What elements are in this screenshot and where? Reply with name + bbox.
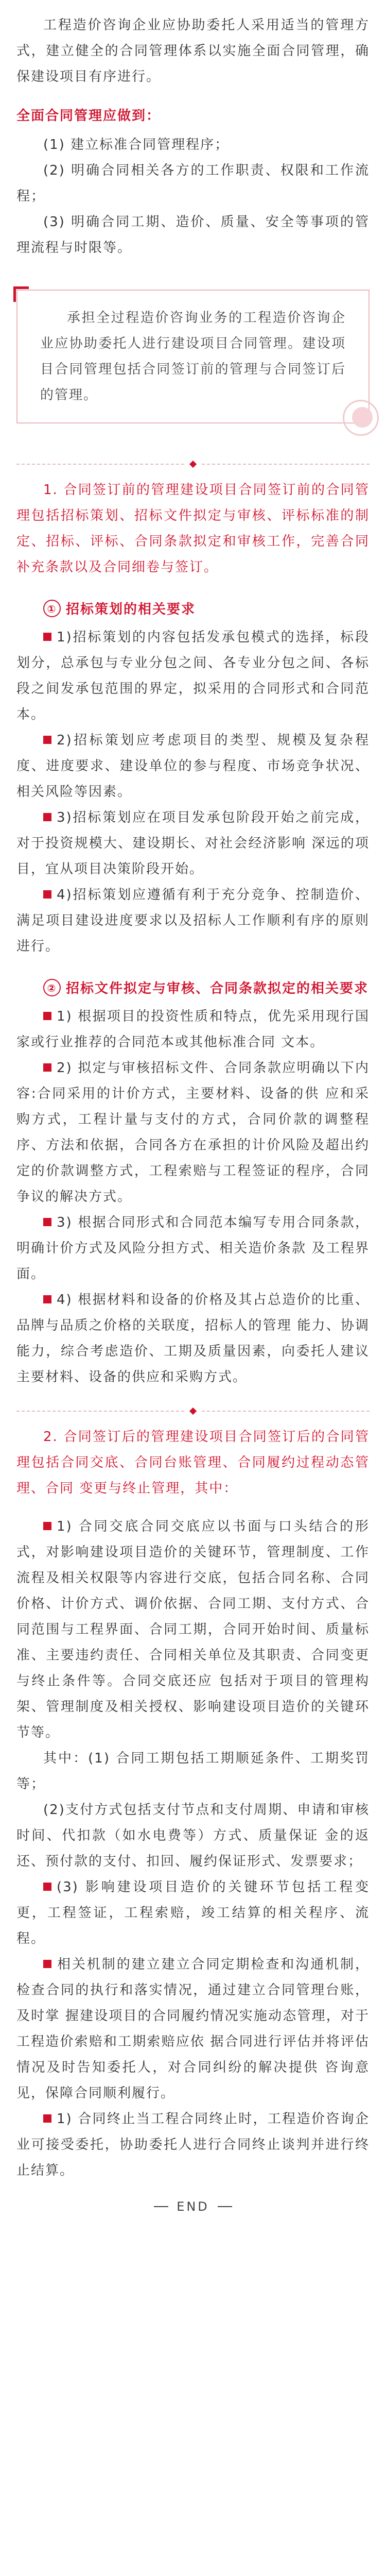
divider-line xyxy=(16,1411,184,1412)
diamond-icon xyxy=(189,461,197,468)
section1-sub1-item: 2)招标策划应考虑项目的类型、规模及复杂程度、进度要求、建设单位的参与程度、市场竞争状况、相关风险等因素。 xyxy=(16,733,370,800)
callout-text: 承担全过程造价咨询业务的工程造价咨询企业应协助委托人进行建设项目合同管理。建设项目合同管理包括合同签订前的管理与合同签订后的管理。 xyxy=(16,290,370,423)
square-bullet-icon xyxy=(43,633,51,641)
square-bullet-icon xyxy=(43,2114,51,2123)
intro-item-2: (2) 明确合同相关各方的工作职责、权限和工作流程； xyxy=(16,163,370,204)
divider-line xyxy=(202,1411,370,1412)
intro-item-1: (1) 建立标准合同管理程序； xyxy=(43,137,230,152)
end-marker xyxy=(16,2194,370,2219)
square-bullet-icon xyxy=(43,736,51,744)
section1-sub2-item: 3) 根据合同形式和合同范本编写专用合同条款，明确计价方式及风险分担方式、相关造价条款 及工程界面。 xyxy=(16,1215,370,1282)
square-bullet-icon xyxy=(43,813,51,821)
square-bullet-icon xyxy=(43,1063,51,1072)
section1-sub2-item: 2) 拟定与审核招标文件、合同条款应明确以下内容:合同采用的计价方式，主要材料、设备的供 应和采购方式，工程计量与支付的方式，合同价款的调整程序、方法和依据，合同各方在承担的计价风险及超出约定的价款调整方式，工程索赔与工程签证的程序，合同争议的解决方式。 xyxy=(16,1060,370,1205)
circled-number-icon: ① xyxy=(43,600,61,617)
section-divider-2 xyxy=(16,1409,370,1414)
divider-line xyxy=(202,464,370,465)
intro-paragraph: 工程造价咨询企业应协助委托人采用适当的管理方式，建立健全的合同管理体系以实施全面合同管理，确保建设项目有序进行。 xyxy=(16,18,370,84)
end-label: END xyxy=(177,2199,209,2214)
divider-line xyxy=(16,464,184,465)
square-bullet-icon xyxy=(43,890,51,899)
intro-heading: 全面合同管理应做到： xyxy=(16,108,161,124)
section1-sub2-title: ② 招标文件拟定与审核、合同条款拟定的相关要求 xyxy=(16,976,370,1002)
square-bullet-icon xyxy=(43,1218,51,1226)
intro-item-3: (3) 明确合同工期、造价、质量、安全等事项的管理流程与时限等。 xyxy=(16,214,370,256)
section2-item: (2)支付方式包括支付节点和支付周期、申请和审核时间、代扣款（如水电费等）方式、质量保证 金的返还、预付款的支付、扣回、履约保证形式、发票要求； xyxy=(16,1802,370,1869)
square-bullet-icon xyxy=(43,1012,51,1020)
square-bullet-icon xyxy=(43,1522,51,1530)
section1-sub1-title: ① 招标策划的相关要求 xyxy=(16,597,370,622)
section2-intro: 2. 合同签订后的管理建设项目合同签订后的合同管理包括合同交底、合同台账管理、合同履约过程动态管理、合同 变更与终止管理，其中： xyxy=(16,1429,370,1496)
section2-item: (3) 影响建设项目造价的关键环节包括工程变更，工程签证，工程索赔，竣工结算的相关程序、流程。 xyxy=(16,1879,370,1946)
section1-intro: 1. 合同签订前的管理建设项目合同签订前的合同管理包括招标策划、招标文件拟定与审核、评标标准的制定、招标、评标、合同条款拟定和审核工作，完善合同补充条款以及合同细卷与签订。 xyxy=(16,482,370,575)
section1-sub2-item: 1) 根据项目的投资性质和特点，优先采用现行国家或行业推荐的合同范本或其他标准合同 文本。 xyxy=(16,1009,370,1050)
section1-sub1-item: 1)招标策划的内容包括发承包模式的选择，标段划分，总承包与专业分包之间、各专业分包之间、各标段之间发承包范围的界定，拟采用的合同形式和合同范本。 xyxy=(16,630,370,722)
circled-number-icon: ② xyxy=(43,979,61,996)
section2-item: 其中：(1) 合同工期包括工期顺延条件、工期奖罚等； xyxy=(16,1751,370,1792)
callout-dot-decoration xyxy=(352,407,373,428)
section2-item: 1) 合同终止当工程合同终止时，工程造价咨询企业可接受委托，协助委托人进行合同终止谈判并进行终止结算。 xyxy=(16,2111,370,2178)
callout-box xyxy=(16,290,370,433)
diamond-icon xyxy=(189,1408,197,1415)
section2-item: 1) 合同交底合同交底应以书面与口头结合的形式，对影响建设项目造价的关键环节，管理制度、工作 流程及相关权限等内容进行交底，包括合同名称、合同价格、计价方式、调价依据、合同工期、支付方式、合同范围与工程界面、合同工期，合同开始时间、质量标准、主要违约责任、合同相关单位及其职责、合同变更与终止条件等。合同交底还应 包括对于项目的管理构架、管理制度及相关授权、影响建设项目造价的关键环节等。 xyxy=(16,1519,370,1740)
end-dash-left xyxy=(154,2206,168,2207)
section1-sub2-item: 4) 根据材料和设备的价格及其占总造价的比重、品牌与品质之价格的关联度，招标人的管理 能力、协调能力，综合考虑造价、工期及质量因素，向委托人建议主要材料、设备的供应和采购方式。 xyxy=(16,1292,370,1385)
section1-sub1-item: 4)招标策划应遵循有利于充分竞争、控制造价、满足项目建设进度要求以及招标人工作顺利有序的原则进行。 xyxy=(16,887,370,954)
section-divider-1 xyxy=(16,462,370,467)
section2-item: 相关机制的建立建立合同定期检查和沟通机制，检查合同的执行和落实情况，通过建立合同管理台账，及时掌 握建设项目的合同履约情况实施动态管理，对于工程造价索赔和工期索赔应依 据合同进行评估并将评估情况及时告知委托人，对合同纠纷的解决提供 咨询意见，保障合同顺利履行。 xyxy=(16,1957,370,2101)
square-bullet-icon xyxy=(43,1883,51,1891)
square-bullet-icon xyxy=(43,1960,51,1968)
square-bullet-icon xyxy=(43,1295,51,1303)
section1-sub1-item: 3)招标策划应在项目发承包阶段开始之前完成，对于投资规模大、建设期长、对社会经济影响 深远的项目，宜从项目决策阶段开始。 xyxy=(16,810,370,877)
end-dash-right xyxy=(218,2206,232,2207)
callout-corner-decoration xyxy=(13,286,29,302)
